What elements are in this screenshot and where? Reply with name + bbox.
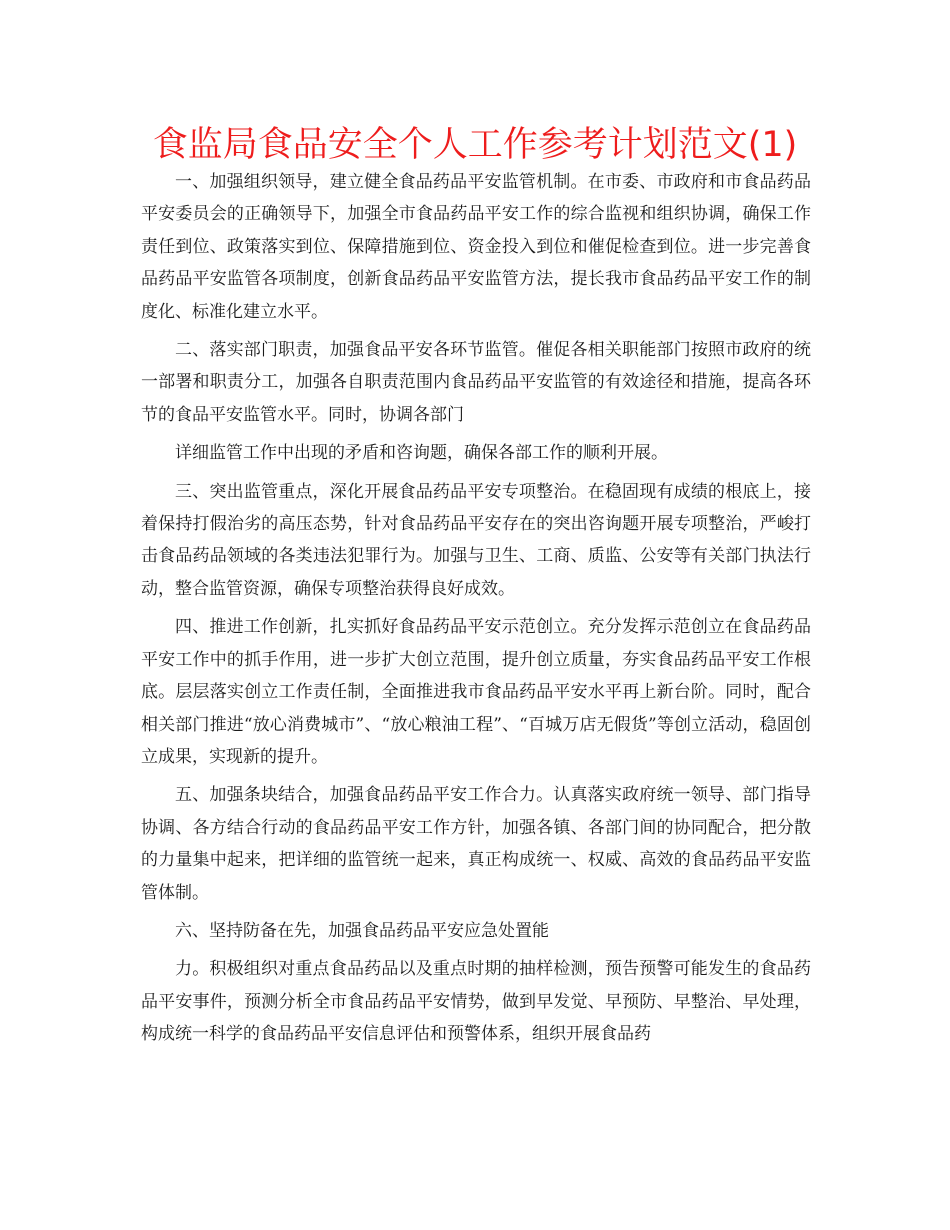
paragraph-2: 二、落实部门职责，加强食品平安各环节监管。催促各相关职能部门按照市政府的统一部署和职责分工，加强各自职责范围内食品药品平安监管的有效途径和措施，提高各环节的食品平安监管水平。同时，协调各部门 — [141, 340, 811, 425]
paragraph-5: 四、推进工作创新，扎实抓好食品药品平安示范创立。充分发挥示范创立在食品药品平安工作中的抓手作用，进一步扩大创立范围，提升创立质量，夯实食品药品平安工作根底。层层落实创立工作责任制，全面推进我市食品药品平安水平再上新台阶。同时，配合相关部门推进“放心消费城市”、“放心粮油工程”、“百城万店无假货”等创立活动，稳固创立成果，实现新的提升。 — [141, 617, 811, 767]
paragraph-4: 三、突出监管重点，深化开展食品药品平安专项整治。在稳固现有成绩的根底上，接着保持打假治劣的高压态势，针对食品药品平安存在的突出咨询题开展专项整治，严峻打击食品药品领域的各类违法犯罪行为。加强与卫生、工商、质监、公安等有关部门执法行动，整合监管资源，确保专项整治获得良好成效。 — [141, 481, 811, 599]
document-body — [141, 166, 811, 1057]
paragraph-7: 六、坚持防备在先，加强食品药品平安应急处置能 — [175, 920, 549, 941]
paragraph-3: 详细监管工作中出现的矛盾和咨询题，确保各部工作的顺利开展。 — [175, 443, 668, 464]
paragraph-6: 五、加强条块结合，加强食品药品平安工作合力。认真落实政府统一领导、部门指导协调、各方结合行动的食品药品平安工作方针，加强各镇、各部门间的协同配合，把分散的力量集中起来，把详细的监管统一起来，真正构成统一、权威、高效的食品药品平安监管体制。 — [141, 785, 811, 903]
paragraph-1: 一、加强组织领导，建立健全食品药品平安监管机制。在市委、市政府和市食品药品平安委员会的正确领导下，加强全市食品药品平安工作的综合监视和组织协调，确保工作责任到位、政策落实到位、保障措施到位、资金投入到位和催促检查到位。进一步完善食品药品平安监管各项制度，创新食品药品平安监管方法，提长我市食品药品平安工作的制度化、标准化建立水平。 — [141, 172, 811, 322]
paragraph-8: 力。积极组织对重点食品药品以及重点时期的抽样检测，预告预警可能发生的食品药品平安事件，预测分析全市食品药品平安情势，做到早发觉、早预防、早整治、早处理，构成统一科学的食品药品平安信息评估和预警体系，组织开展食品药 — [141, 959, 811, 1045]
document-title: 食监局食品安全个人工作参考计划范文(1) — [152, 125, 798, 165]
